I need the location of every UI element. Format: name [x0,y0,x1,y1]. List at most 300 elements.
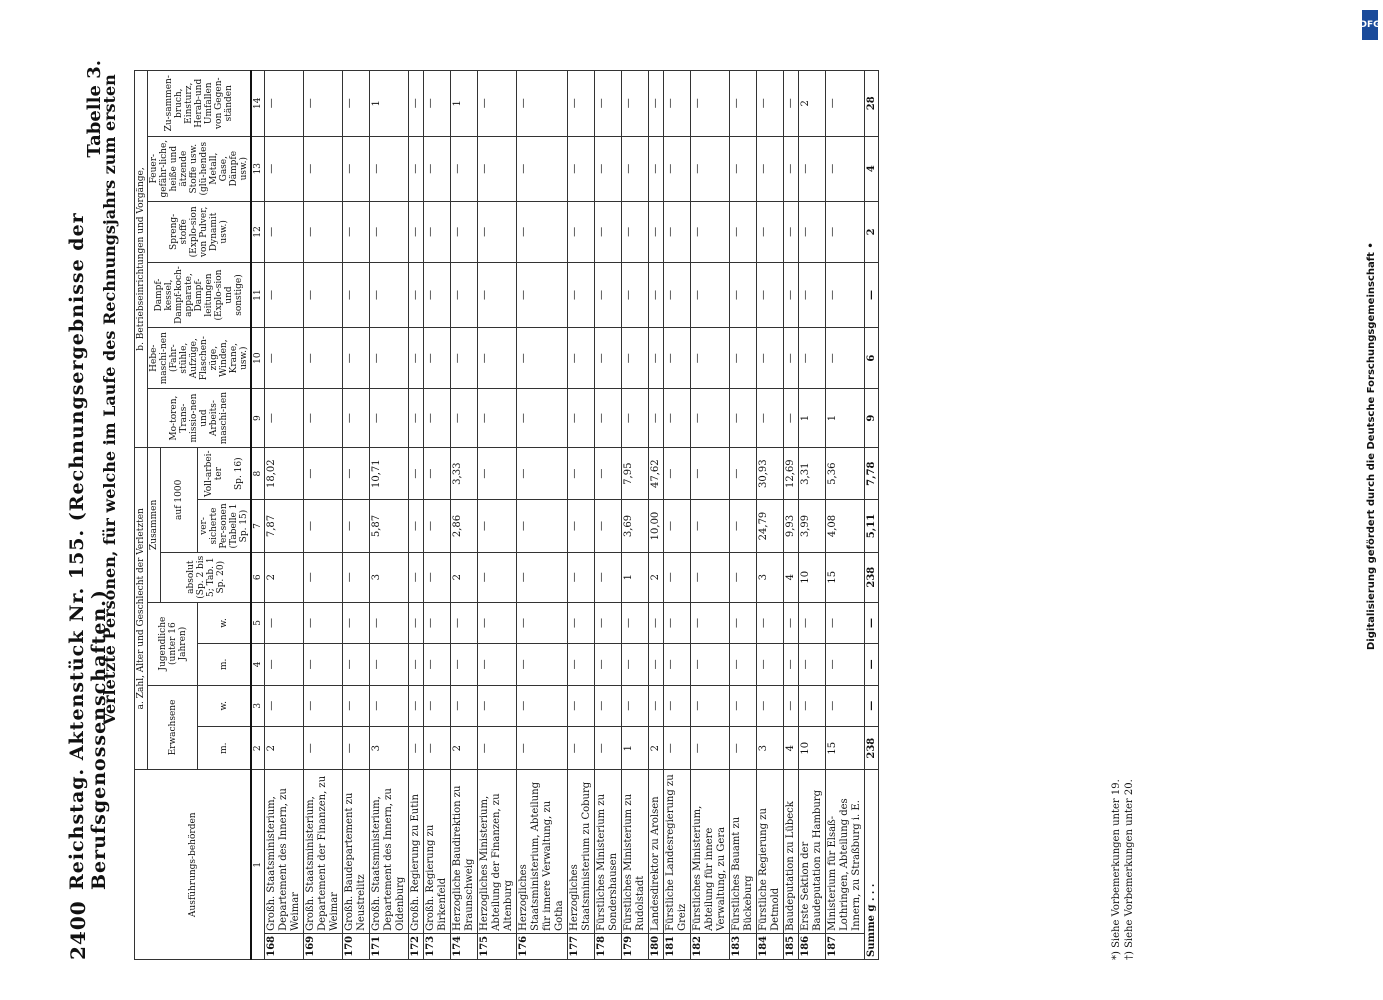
cell-c6: — [409,552,424,602]
cell-c12: — [451,201,478,262]
cell-c8: — [304,447,343,499]
cell-c9: — [784,389,799,448]
cell-c8: — [595,447,622,499]
cell-c8: — [409,447,424,499]
cell-c5: — [517,602,568,643]
cell-c6: — [595,552,622,602]
authority-name: Fürstliche Regierung zu Detmold [757,770,784,933]
colnum-4: 4 [251,644,265,685]
cell-c7: 4,08 [826,500,865,552]
cell-c12: — [595,201,622,262]
cell-c14: — [664,71,691,137]
cell-c13: — [424,136,451,201]
cell-c8: — [664,447,691,499]
authority-name: Großh. Staatsministerium, Departement der Finanzen, zu Weimar [304,770,343,933]
cell-c14: — [568,71,595,137]
cell-c3: — [424,685,451,726]
cell-c4: — [622,644,649,685]
table-row [784,71,799,960]
cell-c7: — [343,500,370,552]
youth-header: Jugendliche (unter 16 Jahren) [148,602,198,685]
cell-c12: — [517,201,568,262]
cell-c3: — [517,685,568,726]
cell-c6: 2 [265,552,304,602]
sum-c2: 238 [865,726,879,770]
cell-c4: — [265,644,304,685]
cell-c4: — [451,644,478,685]
authority-name: Baudeputation zu Lübeck [784,770,799,933]
cell-c5: — [730,602,757,643]
cell-c3: — [370,685,409,726]
cell-c2: — [517,726,568,770]
cell-c9: — [265,389,304,448]
row-number: 168 [265,933,304,959]
cell-c8: 7,95 [622,447,649,499]
cell-c6: — [517,552,568,602]
row-number: 176 [517,933,568,959]
group-b-header: b. Betriebseinrichtungen und Vorgänge, [135,71,148,448]
cell-c11: — [649,262,664,327]
authority-name: Großh. Staatsministerium, Departement des Innern, zu Weimar [265,770,304,933]
cell-c8: — [517,447,568,499]
table-row [409,71,424,960]
colnum-13: 13 [251,136,265,201]
cell-c12: — [757,201,784,262]
row-number: 183 [730,933,757,959]
cell-c5: — [265,602,304,643]
cell-c7: — [730,500,757,552]
cell-c8: 12,69 [784,447,799,499]
cell-c11: — [343,262,370,327]
cell-c13: — [691,136,730,201]
vollarbeiter-text: Voll-arbei-ter [204,450,224,497]
cell-c14: — [409,71,424,137]
cell-c9: — [622,389,649,448]
cell-c10: — [265,328,304,389]
sum-label: Summe g . . . [865,770,879,960]
authority-name: Fürstliche Landesregierung zu Greiz [664,770,691,933]
cell-c6: — [730,552,757,602]
sum-c3: — [865,685,879,726]
cell-c6: — [424,552,451,602]
cell-c11: — [424,262,451,327]
cell-c2: — [304,726,343,770]
cell-c7: 7,87 [265,500,304,552]
cell-c10: — [517,328,568,389]
cell-c14: — [304,71,343,137]
cell-c11: — [265,262,304,327]
table-row [730,71,757,960]
cell-c10: — [424,328,451,389]
cell-c12: — [343,201,370,262]
authority-name: Fürstliches Ministerium zu Rudolstadt [622,770,649,933]
cell-c8: 3,31 [799,447,826,499]
cell-c13: — [784,136,799,201]
cell-c11: — [826,262,865,327]
cell-c14: — [691,71,730,137]
cell-c4: — [691,644,730,685]
cell-c6: 2 [649,552,664,602]
cell-c7: — [664,500,691,552]
cell-c6: 2 [451,552,478,602]
cell-c2: 4 [784,726,799,770]
sum-row [865,71,879,960]
colnum-2: 2 [251,726,265,770]
cell-c14: — [265,71,304,137]
cell-c10: — [568,328,595,389]
authority-name: Großh. Regierung zu Eutin [409,770,424,933]
cell-c7: 24,79 [757,500,784,552]
cell-c13: — [649,136,664,201]
cell-c11: — [664,262,691,327]
sum-c13: 4 [865,136,879,201]
table-caption: Verletzte Personen, für welche im Laufe des Rechnungsjahrs zum ersten [100,74,119,725]
cell-c3: — [649,685,664,726]
cell-c10: — [409,328,424,389]
cell-c9: — [649,389,664,448]
cell-c3: — [691,685,730,726]
cell-c10: — [826,328,865,389]
cell-c11: — [304,262,343,327]
cell-c5: — [409,602,424,643]
authority-name: Großh. Regierung zu Birkenfeld [424,770,451,933]
table-row [622,71,649,960]
cell-c3: — [343,685,370,726]
authority-name: Fürstliches Ministerium, Abteilung für innere Verwaltung, zu Gera [691,770,730,933]
cell-c2: 15 [826,726,865,770]
cell-c3: — [451,685,478,726]
cell-c6: — [568,552,595,602]
cell-c3: — [595,685,622,726]
cell-c3: — [730,685,757,726]
cell-c3: — [799,685,826,726]
row-number: 179 [622,933,649,959]
col14-header: Zu-sammen-bruch, Einsturz, Herab-und Umfallen von Gegen-ständen [148,71,252,137]
colnum-11: 11 [251,262,265,327]
cell-c7: — [691,500,730,552]
footnotes [1110,779,1136,960]
running-head: Reichstag. Aktenstück Nr. 155. (Rechnungsergebnisse der Berufsgenossenschaften.) [66,212,110,890]
sum-c6: 238 [865,552,879,602]
cell-c9: 1 [799,389,826,448]
authority-name: Landesdirektor zu Arolsen [649,770,664,933]
cell-c11: — [517,262,568,327]
cell-c5: — [568,602,595,643]
vollarbeiter-header [198,447,252,499]
cell-c9: — [730,389,757,448]
colnum-10: 10 [251,328,265,389]
row-number: 186 [799,933,826,959]
cell-c10: — [370,328,409,389]
cell-c6: 3 [757,552,784,602]
cell-c8: 10,71 [370,447,409,499]
cell-c9: 1 [826,389,865,448]
cell-c8: — [691,447,730,499]
cell-c7: 10,00 [649,500,664,552]
page-number: 2400 [66,900,90,960]
table-row [343,71,370,960]
sum-c10: 6 [865,328,879,389]
cell-c4: — [595,644,622,685]
absolut-header: absolut (Sp. 2 bis 5; Tab. 1 Sp. 20) [161,552,252,602]
cell-c3: — [826,685,865,726]
cell-c6: 4 [784,552,799,602]
cell-c2: 1 [622,726,649,770]
cell-c5: — [343,602,370,643]
cell-c4: — [568,644,595,685]
cell-c12: — [409,201,424,262]
authority-name: Herzogliches Staatsministerium, Abteilung für innere Verwaltung, zu Gotha [517,770,568,933]
cell-c2: 3 [370,726,409,770]
cell-c2: — [343,726,370,770]
row-number: 171 [370,933,409,959]
cell-c9: — [757,389,784,448]
cell-c13: — [622,136,649,201]
table-row [370,71,409,960]
cell-c10: — [304,328,343,389]
sp16-text: Sp. 16) [234,457,244,490]
cell-c5: — [664,602,691,643]
cell-c9: — [568,389,595,448]
sum-c9: 9 [865,389,879,448]
cell-c14: — [730,71,757,137]
cell-c11: — [595,262,622,327]
cell-c13: — [757,136,784,201]
cell-c5: — [799,602,826,643]
authority-name: Ministerium für Elsaß-Lothringen, Abteilung des Innern, zu Straßburg i. E. [826,770,865,933]
cell-c3: — [304,685,343,726]
cell-c2: 2 [451,726,478,770]
row-number: 173 [424,933,451,959]
cell-c2: — [424,726,451,770]
cell-c12: — [424,201,451,262]
cell-c14: — [649,71,664,137]
cell-c5: — [622,602,649,643]
cell-c8: — [730,447,757,499]
cell-c13: — [826,136,865,201]
row-number: 177 [568,933,595,959]
cell-c9: — [595,389,622,448]
cell-c7: — [409,500,424,552]
cell-c13: — [451,136,478,201]
cell-c8: — [424,447,451,499]
cell-c4: — [478,644,517,685]
cell-c5: — [691,602,730,643]
table-row [664,71,691,960]
cell-c12: — [478,201,517,262]
col10-header: Hebe-maschi-nen (Fahr-stühle, Aufzüge, Flaschen-züge, Winden, Krane, usw.) [148,328,252,389]
cell-c14: — [478,71,517,137]
cell-c5: — [784,602,799,643]
table-row [757,71,784,960]
cell-c6: — [343,552,370,602]
cell-c7: 3,99 [799,500,826,552]
cell-c3: — [757,685,784,726]
dfg-badge: DFG [1362,10,1378,40]
table-row [478,71,517,960]
cell-c6: 10 [799,552,826,602]
cell-c3: — [409,685,424,726]
colnum-9: 9 [251,389,265,448]
cell-c8: — [343,447,370,499]
cell-c4: — [799,644,826,685]
row-number: 169 [304,933,343,959]
table-row [568,71,595,960]
cell-c7: — [304,500,343,552]
cell-c14: 2 [799,71,826,137]
cell-c11: — [478,262,517,327]
sum-c11: — [865,262,879,327]
cell-c4: — [343,644,370,685]
table-row [304,71,343,960]
row-number: 175 [478,933,517,959]
cell-c7: 9,93 [784,500,799,552]
cell-c14: 1 [451,71,478,137]
col13-header: Feuer-gefähr-liche, heiße und ätzende Stoffe usw. (glü-hendes Metall, Gase, Dämpfe usw.) [148,136,252,201]
cell-c13: — [517,136,568,201]
row-number: 187 [826,933,865,959]
cell-c4: — [730,644,757,685]
row-number: 182 [691,933,730,959]
authority-name: Herzogliches Ministerium, Abteilung der Finanzen, zu Altenburg [478,770,517,933]
cell-c13: — [409,136,424,201]
cell-c9: — [424,389,451,448]
row-number: 185 [784,933,799,959]
colnum-7: 7 [251,500,265,552]
cell-c13: — [304,136,343,201]
cell-c13: — [799,136,826,201]
cell-c7: — [595,500,622,552]
footnote-2: †) Siehe Vorbemerkungen unter 20. [1124,779,1135,960]
tabelle1-text: (Tabelle 1 [229,503,239,549]
cell-c8: — [568,447,595,499]
cell-c6: — [691,552,730,602]
cell-c4: — [304,644,343,685]
cell-c4: — [784,644,799,685]
authority-name: Herzogliche Baudirektion zu Braunschweig [451,770,478,933]
dfg-credit-text: Digitalisierung gefördert durch die Deutsche Forschungsgemeinschaft • [1366,242,1377,650]
cell-c4: — [517,644,568,685]
cell-c6: 15 [826,552,865,602]
cell-c2: — [730,726,757,770]
table-row [649,71,664,960]
row-number: 170 [343,933,370,959]
cell-c8: — [478,447,517,499]
cell-c7: 3,69 [622,500,649,552]
sum-c12: 2 [865,201,879,262]
cell-c12: — [304,201,343,262]
cell-c9: — [478,389,517,448]
cell-c7: — [568,500,595,552]
cell-c13: — [664,136,691,201]
cell-c14: — [517,71,568,137]
cell-c13: — [595,136,622,201]
versicherte-header [198,500,252,552]
footnote-1: *) Siehe Vorbemerkungen unter 19. [1111,779,1122,960]
cell-c10: — [595,328,622,389]
youth-m-header: m. [198,644,252,685]
table-row [265,71,304,960]
cell-c12: — [691,201,730,262]
cell-c4: — [424,644,451,685]
row-number: 178 [595,933,622,959]
cell-c11: — [784,262,799,327]
sum-c5: — [865,602,879,643]
adults-m-header: m. [198,726,252,770]
sp15-text: Sp. 15) [239,509,249,543]
cell-c5: — [826,602,865,643]
cell-c9: — [451,389,478,448]
cell-c2: — [409,726,424,770]
colnum-5: 5 [251,602,265,643]
youth-w-header: w. [198,602,252,643]
cell-c2: — [478,726,517,770]
col9-header: Mo-toren, Trans-missio-nen und Arbeits-maschi-nen [148,389,252,448]
cell-c2: — [595,726,622,770]
cell-c13: — [370,136,409,201]
colnum-8: 8 [251,447,265,499]
cell-c5: — [370,602,409,643]
cell-c4: — [826,644,865,685]
cell-c8: 3,33 [451,447,478,499]
cell-c10: — [478,328,517,389]
cell-c2: — [691,726,730,770]
cell-c2: 2 [649,726,664,770]
cell-c10: — [451,328,478,389]
sum-c14: 28 [865,71,879,137]
authority-name: Fürstliches Bauamt zu Bückeburg [730,770,757,933]
table-body [265,71,865,960]
cell-c9: — [304,389,343,448]
cell-c14: — [622,71,649,137]
versicherte-text: ver-sicherte Per-sonen [199,503,229,549]
cell-c5: — [478,602,517,643]
colnum-3: 3 [251,685,265,726]
cell-c9: — [691,389,730,448]
cell-c11: — [691,262,730,327]
cell-c3: — [265,685,304,726]
colnum-12: 12 [251,201,265,262]
cell-c4: — [664,644,691,685]
cell-c11: — [799,262,826,327]
data-table [134,70,879,960]
cell-c14: — [595,71,622,137]
adults-header: Erwachsene [148,685,198,770]
cell-c3: — [784,685,799,726]
cell-c2: 2 [265,726,304,770]
cell-c13: — [265,136,304,201]
cell-c11: — [370,262,409,327]
row-number: 172 [409,933,424,959]
cell-c14: — [343,71,370,137]
cell-c7: 5,87 [370,500,409,552]
column-number-row [251,71,265,960]
table-row [799,71,826,960]
cell-c2: 3 [757,726,784,770]
cell-c11: — [568,262,595,327]
cell-c9: — [370,389,409,448]
row-number: 174 [451,933,478,959]
cell-c5: — [451,602,478,643]
authority-name: Erste Sektion der Baudeputation zu Hamburg [799,770,826,933]
cell-c7: — [478,500,517,552]
cell-c10: — [664,328,691,389]
cell-c8: 18,02 [265,447,304,499]
rotated-table-page [60,60,1200,960]
cell-c11: — [730,262,757,327]
cell-c12: — [370,201,409,262]
cell-c8: 5,36 [826,447,865,499]
